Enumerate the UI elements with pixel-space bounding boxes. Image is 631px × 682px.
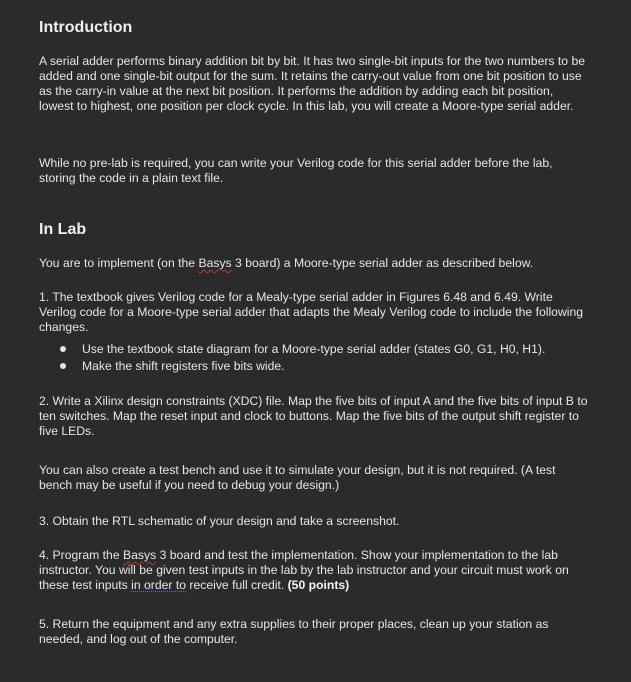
- points-label: (50 points): [287, 578, 350, 592]
- step-5-paragraph: 5. Return the equipment and any extra supplies to their proper places, clean up your station as needed, and log out of the computer.: [39, 617, 549, 646]
- test-bench-paragraph: You can also create a test bench and use it to simulate your design, but it is not required. (A test bench may be useful if you need to debug your design.): [39, 463, 556, 492]
- step-1-bullet-list: [39, 341, 591, 375]
- spellcheck-word: Basys: [198, 256, 232, 270]
- in-lab-heading: In Lab: [39, 221, 87, 238]
- bullet-item: Make the shift registers five bits wide.: [39, 358, 591, 375]
- step-4-paragraph: 4. Program the Basys 3 board and test the implementation. Show your implementation to the lab instructor. You will be given test inputs in the lab by the lab instructor and your circuit must work on these test inputs in order to receive full credit. (50 points): [39, 548, 569, 592]
- bullet-icon: [60, 363, 66, 369]
- grammar-check-phrase: in order to: [131, 578, 187, 592]
- step-1-paragraph: 1. The textbook gives Verilog code for a Mealy-type serial adder in Figures 6.48 and 6.49. Write Verilog code for a Moore-type serial adder that adapts the Mealy Verilog code to include the following changes.: [39, 290, 584, 334]
- in-lab-intro-paragraph: You are to implement (on the Basys 3 board) a Moore-type serial adder as described below.: [39, 256, 534, 270]
- spellcheck-word: Basys: [123, 548, 157, 562]
- step-2-paragraph: 2. Write a Xilinx design constraints (XDC) file. Map the five bits of input A and the five bits of input B to ten switches. Map the reset input and clock to buttons. Map the five bits of the output shift register to five LEDs.: [39, 394, 588, 438]
- bullet-icon: [60, 346, 66, 352]
- introduction-heading: Introduction: [39, 19, 133, 36]
- intro-paragraph-1: A serial adder performs binary addition bit by bit. It has two single-bit inputs for the two numbers to be added and one single-bit output for the sum. It retains the carry-out value from one bit position to use as the carry-in value at the next bit position. It performs the addition by adding each bit position, lowest to highest, one position per clock cycle. In this lab, you will create a Moore-type serial adder.: [39, 54, 586, 113]
- bullet-item: Use the textbook state diagram for a Moore-type serial adder (states G0, G1, H0, H1).: [39, 341, 591, 358]
- step-3-paragraph: 3. Obtain the RTL schematic of your design and take a screenshot.: [39, 514, 400, 528]
- intro-paragraph-2: While no pre-lab is required, you can write your Verilog code for this serial adder before the lab, storing the code in a plain text file.: [39, 156, 553, 185]
